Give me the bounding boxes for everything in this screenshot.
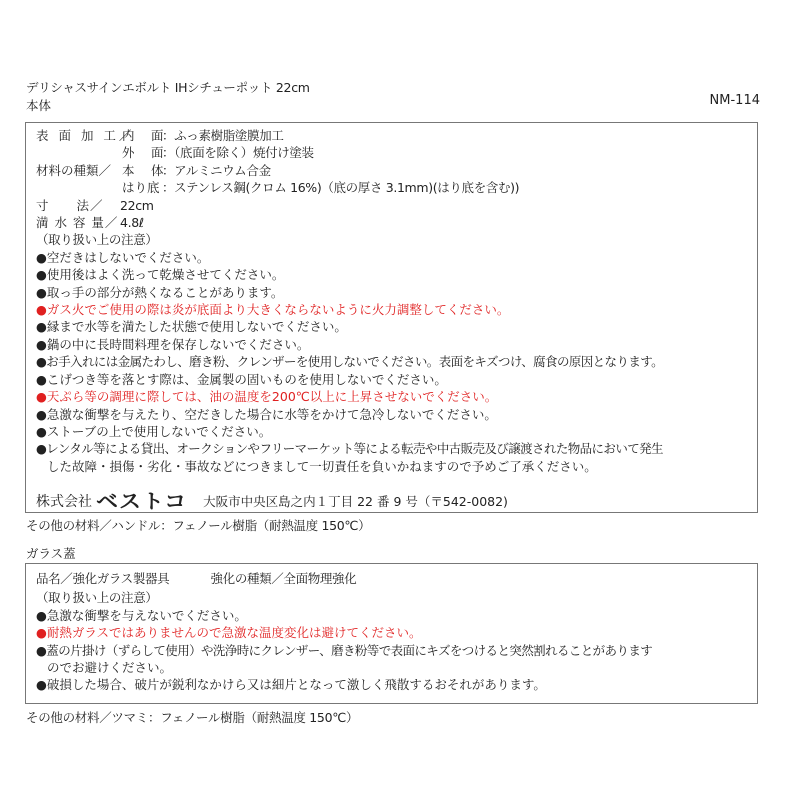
spec-list xyxy=(36,127,757,231)
glass-other-material: その他の材料／ツマミ：フェノール樹脂（耐熱温度 150℃） xyxy=(26,710,359,725)
caution-item: ●こげつき等を落とす際は、金属製の固いものを使用しないでください。 xyxy=(36,371,447,387)
caution-item: ●レンタル等による貸出、オークションやフリーマーケット等による転売や中古販売及び譲渡された物品において発生 xyxy=(36,441,663,457)
company-logo: ベストコ xyxy=(96,491,188,514)
spec-key: 寸 法／ xyxy=(36,197,104,213)
spec-value: ：（底面を除く）焼付け塗装 xyxy=(162,145,314,161)
spec-key xyxy=(36,179,122,196)
caution-item-warning: ●天ぷら等の調理に際しては、油の温度を200℃以上に上昇させないでください。 xyxy=(36,389,498,405)
body-other-material: その他の材料／ハンドル：フェノール樹脂（耐熱温度 150℃） xyxy=(26,518,371,533)
spec-row xyxy=(36,162,757,179)
glass-product-name: 品名／強化ガラス製器具 xyxy=(36,571,170,586)
spec-sub: 内 面 xyxy=(122,128,166,143)
spec-sub: はり底 xyxy=(122,180,160,196)
spec-row xyxy=(36,179,757,196)
spec-value: ：ふっ素樹脂塗膜加工 xyxy=(162,128,284,143)
caution-item: ●取っ手の部分が熱くなることがあります。 xyxy=(36,284,284,300)
caution-item: ●使用後はよく洗って乾燥させてください。 xyxy=(36,267,285,283)
spec-key: 材料の種類／ xyxy=(36,162,112,178)
spec-sub: 本 体 xyxy=(122,162,166,178)
spec-sub: 外 面 xyxy=(122,145,166,161)
caution-item-continuation: のでお避けください。 xyxy=(47,660,173,676)
company-footer xyxy=(36,485,757,516)
glass-spec-row xyxy=(36,570,757,587)
caution-item: ●お手入れには金属たわし、磨き粉、クレンザーを使用しないでください。表面をキズつけ、腐食の原因となります。 xyxy=(36,354,664,370)
caution-item: ●ストーブの上で使用しないでください。 xyxy=(36,423,272,439)
spec-row xyxy=(36,144,757,161)
glass-caution-list xyxy=(36,607,757,694)
caution-item: ●鍋の中に長時間料理を保存しないでください。 xyxy=(36,336,310,352)
model-number: NM-114 xyxy=(709,93,760,108)
glass-lid-spec-box xyxy=(25,563,758,704)
section-label-body: 本体 xyxy=(26,98,52,113)
spec-value: 4.8ℓ xyxy=(120,215,144,231)
caution-heading: （取り扱い上の注意） xyxy=(36,590,158,606)
spec-key: 表 面 加 工／ xyxy=(36,128,135,143)
body-spec-box xyxy=(25,122,758,513)
spec-row xyxy=(36,214,757,231)
caution-list xyxy=(36,249,757,475)
spec-value: ：ステンレス鋼(クロム 16%)（底の厚さ 3.1mm)(はり底を含む)) xyxy=(162,180,520,196)
product-title: デリシャスサインエボルト IHシチューポット 22cm xyxy=(26,80,310,95)
spec-value: 22cm xyxy=(120,197,154,213)
spec-row xyxy=(36,127,757,144)
caution-item: ●空だきはしないでください。 xyxy=(36,249,210,265)
spec-value: ：アルミニウム合金 xyxy=(162,162,271,178)
caution-item-continuation: した故障・損傷・劣化・事故などにつきまして一切責任を負いかねますので予めご了承ください。 xyxy=(47,458,597,474)
company-prefix: 株式会社 xyxy=(36,493,92,510)
caution-item: ●急激な衝撃を与えたり、空だきした場合に水等をかけて急冷しないでください。 xyxy=(36,406,497,422)
caution-item: ●蓋の片掛け（ずらして使用）や洗浄時にクレンザー、磨き粉等で表面にキズをつけると突然割れることがあります xyxy=(36,642,653,658)
glass-strengthening: 強化の種類／全面物理強化 xyxy=(210,571,357,586)
caution-item: ●急激な衝撃を与えないでください。 xyxy=(36,607,247,623)
spec-key: 満 水 容 量／ xyxy=(36,215,119,231)
spec-key xyxy=(36,144,122,161)
section-label-glass-lid: ガラス蓋 xyxy=(26,546,76,561)
caution-heading: （取り扱い上の注意） xyxy=(36,232,158,248)
caution-item: ●縁まで水等を満たした状態で使用しないでください。 xyxy=(36,319,347,335)
company-address: 大阪市中央区島之内１丁目 22 番 9 号（〒542-0082) xyxy=(203,493,508,509)
caution-item-warning: ●ガス火でご使用の際は炎が底面より大きくならないように火力調整してください。 xyxy=(36,302,510,318)
caution-item-warning: ●耐熱ガラスではありませんので急激な温度変化は避けてください。 xyxy=(36,625,422,641)
caution-item: ●破損した場合、破片が鋭利なかけら又は細片となって激しく飛散するおそれがあります。 xyxy=(36,677,546,693)
spec-row xyxy=(36,197,757,214)
